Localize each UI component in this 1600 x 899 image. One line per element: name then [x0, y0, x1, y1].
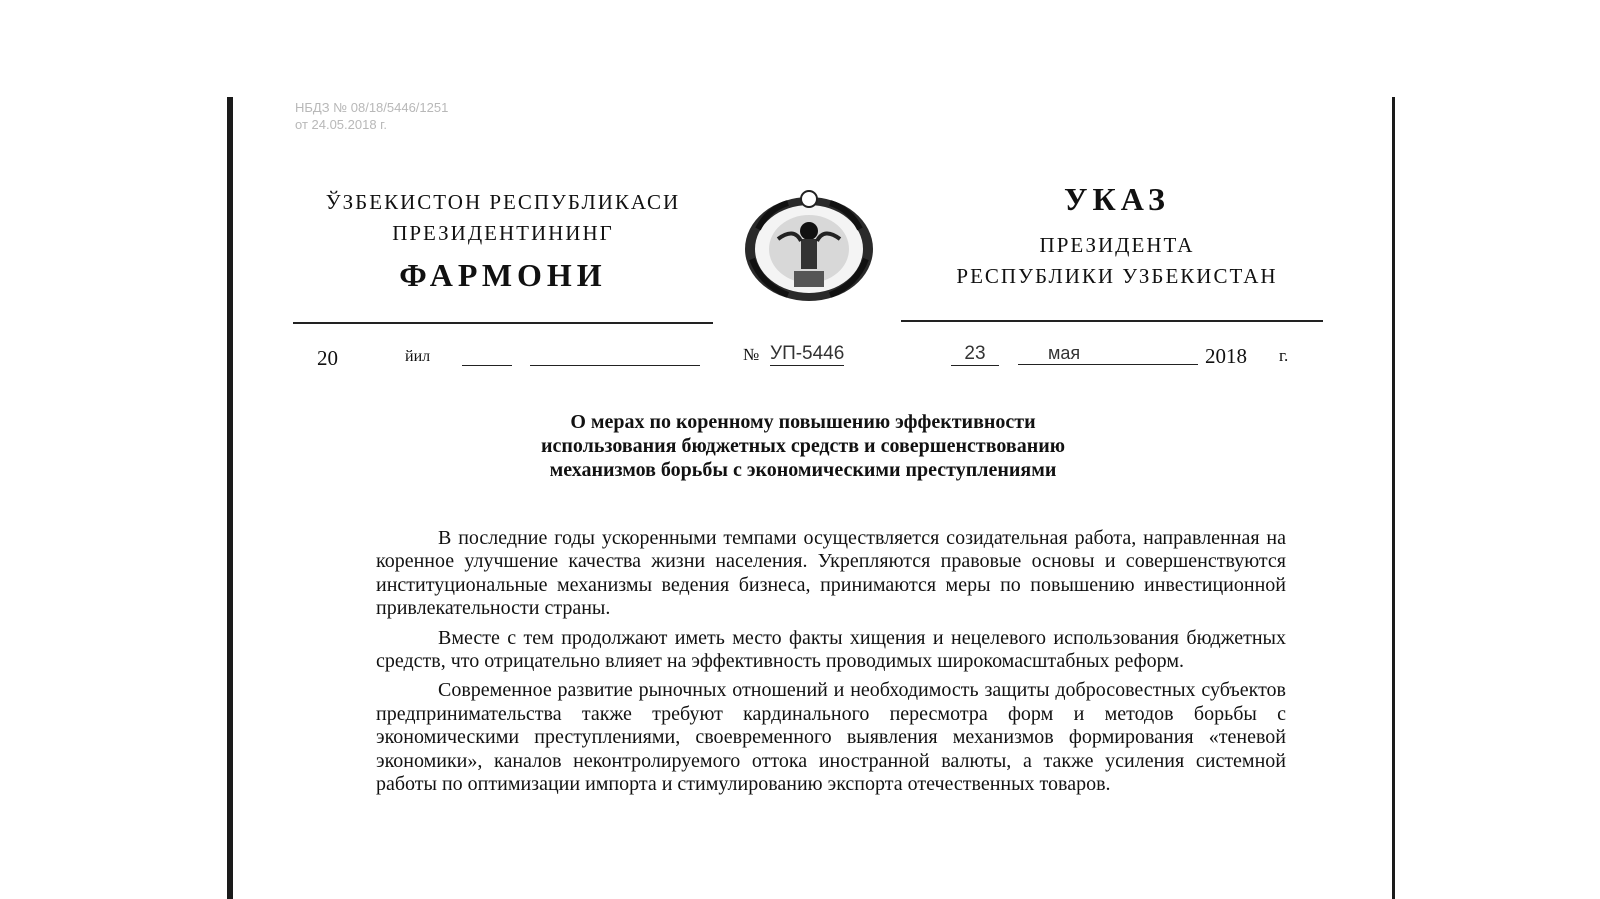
title-line1: О мерах по коренному повышению эффективности — [570, 411, 1036, 433]
header-uz-title: ФАРМОНИ — [399, 257, 607, 293]
year-prefix: 20 — [317, 346, 338, 370]
registration-number: НБДЗ № 08/18/5446/1251 — [295, 100, 449, 115]
registration-date: от 24.05.2018 г. — [295, 117, 387, 132]
number-date-row — [233, 343, 1392, 373]
decree-body — [376, 527, 1286, 802]
yil-label: йил — [405, 348, 431, 365]
month-blank — [530, 343, 700, 366]
body-paragraph-3: Современное развитие рыночных отношений и необходимость защиты добросовестных субъектов предпринимательства также требуют кардинального пересмотра форм и методов борьбы с экономическими преступлениями, своевременного выявления механизмов формирования «теневой экономики», каналов неконтролируемого оттока иностранной валюты, а также усиления системной работы по оптимизации импорта и стимулированию экспорта отечественных товаров. — [376, 679, 1286, 796]
document-page — [227, 97, 1395, 899]
header-uz-line2: ПРЕЗИДЕНТИНИНГ — [392, 221, 614, 245]
header-russian — [917, 181, 1317, 292]
decree-month: мая — [1018, 343, 1198, 365]
decree-year: 2018 — [1205, 344, 1247, 368]
decree-day: 23 — [951, 343, 999, 366]
registration-stamp — [295, 99, 448, 133]
header-rule-right — [901, 320, 1323, 322]
body-paragraph-2: Вместе с тем продолжают иметь место факты хищения и нецелевого использования бюджетных средств, что отрицательно влияет на эффективность проводимых широкомасштабных реформ. — [376, 626, 1286, 673]
state-emblem-icon — [738, 189, 880, 305]
decree-title — [413, 410, 1193, 482]
day-blank — [462, 343, 512, 366]
header-ru-line2: ПРЕЗИДЕНТА — [1039, 233, 1195, 257]
header-uzbek — [293, 187, 713, 294]
decree-number: УП-5446 — [770, 343, 845, 364]
header-ru-title: УКАЗ — [1064, 181, 1170, 217]
header-rule-left — [293, 322, 713, 324]
year-suffix: г. — [1279, 346, 1289, 365]
title-line2: использования бюджетных средств и совершенствованию — [540, 435, 1066, 457]
header-ru-line3: РЕСПУБЛИКИ УЗБЕКИСТАН — [956, 264, 1278, 288]
title-line3: механизмов борьбы с экономическими преступлениями — [549, 459, 1057, 481]
header-uz-line1: ЎЗБЕКИСТОН РЕСПУБЛИКАСИ — [325, 190, 681, 214]
body-paragraph-1: В последние годы ускоренными темпами осуществляется созидательная работа, направленная на коренное улучшение качества жизни населения. Укрепляются правовые основы и совершенствуются институциональные механизмы ведения бизнеса, принимаются меры по повышению инвестиционной привлекательности страны. — [376, 527, 1286, 620]
number-sign: № — [743, 345, 760, 364]
